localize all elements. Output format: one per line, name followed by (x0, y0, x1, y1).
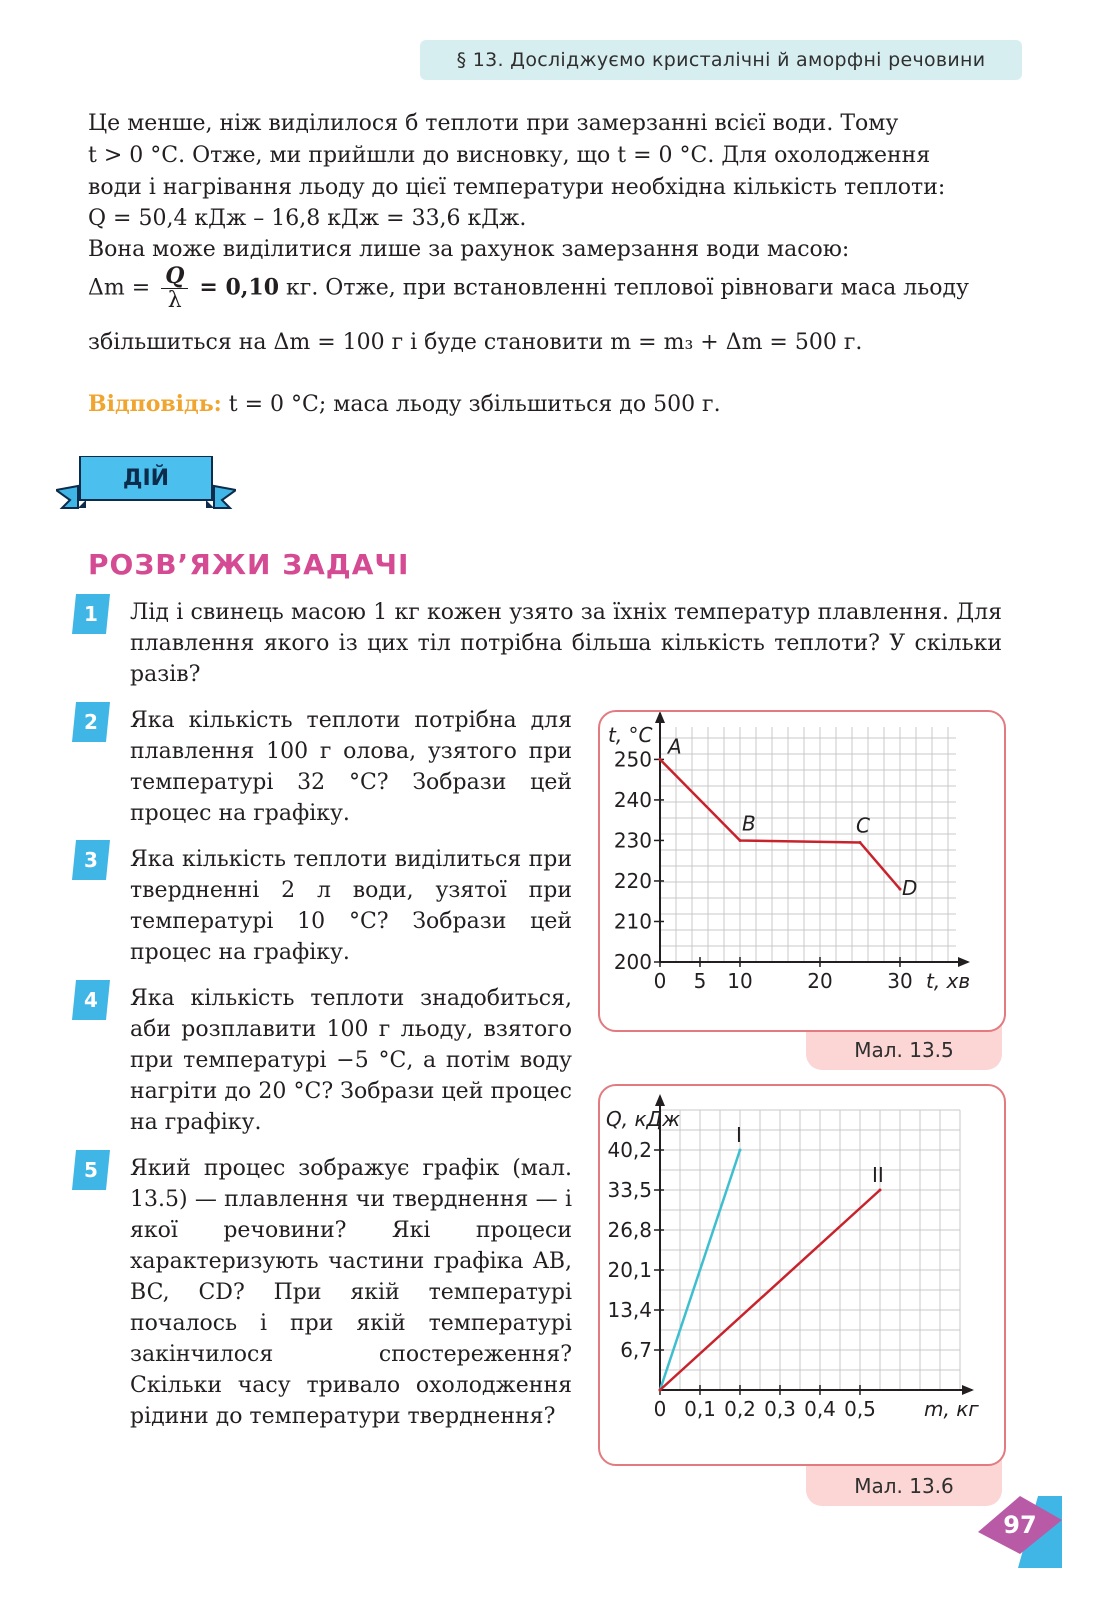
formula-rest: кг. Отже, при встановленні теплової рівноваги маса льоду (286, 275, 969, 301)
point-label: C (856, 813, 870, 838)
solution-line-1: Це менше, ніж виділилося б теплоти при замерзанні всієї води. Тому (88, 111, 899, 136)
data-point (659, 1389, 662, 1392)
y-tick-label: 230 (613, 828, 652, 853)
series-label: I (736, 1123, 742, 1147)
data-point (879, 1189, 882, 1192)
task-text-1: Лід і свинець масою 1 кг кожен узято за їхніх температур плавлення. Для плавлення якого із цих тіл потрібна більша кількість теплоти? У скільки разів? (130, 600, 1002, 687)
data-point (659, 758, 662, 761)
answer-text: t = 0 °С; маса льоду збільшиться до 500 г. (228, 392, 721, 417)
solution-line-7: збільшиться на Δm = 100 г і буде становити m = m₃ + Δm = 500 г. (88, 330, 863, 355)
answer-line (88, 389, 1000, 420)
y-axis-label: Q, кДж (606, 1107, 681, 1131)
data-point (739, 1149, 742, 1152)
y-axis-arrow (655, 1094, 665, 1106)
x-tick-label: 5 (693, 969, 707, 993)
task-badge-1 (72, 594, 110, 634)
solution-line-5: Вона може виділитися лише за рахунок замерзання води масою: (88, 237, 850, 262)
formula-result: = 0,10 (199, 274, 280, 301)
heat-mass-chart (600, 1086, 1004, 1464)
x-axis-label: t, хв (926, 969, 971, 993)
x-tick-label: 0,4 (804, 1397, 836, 1421)
task-text-2: Яка кількість теплоти потрібна для плавлення 100 г олова, узятого при температурі 32 °С? Зобрази цей процес на графіку. (130, 708, 572, 826)
x-tick-label: 20 (807, 969, 833, 993)
y-tick-label: 240 (613, 787, 652, 812)
x-axis-arrow (958, 957, 970, 967)
caption-text: Мал. 13.5 (854, 1038, 954, 1062)
point-label: B (742, 811, 756, 836)
x-axis-label: m, кг (924, 1397, 979, 1421)
x-axis-arrow (962, 1385, 974, 1395)
task-number: 4 (84, 988, 98, 1012)
task-text-4: Яка кількість теплоти знадобиться, аби розплавити 100 г льоду, взятого при температурі −5 °С, а потім воду нагріти до 20 °С? Зобрази цей процес на графіку. (130, 986, 572, 1135)
y-axis-arrow (655, 712, 665, 723)
task-badge-4 (72, 980, 110, 1020)
ribbon-shape (56, 456, 236, 524)
x-tick-label: 0,2 (724, 1397, 756, 1421)
task-text-3: Яка кількість теплоти виділиться при твердненні 2 л води, узятої при температурі 10 °С? Зобрази цей процес на графіку. (130, 847, 572, 965)
temperature-time-chart (600, 712, 1004, 1030)
page-number-tab (978, 1496, 1062, 1568)
solution-line-4: Q = 50,4 кДж – 16,8 кДж = 33,6 кДж. (88, 206, 527, 231)
x-tick-label: 0,1 (684, 1397, 716, 1421)
caption-text: Мал. 13.6 (854, 1474, 954, 1498)
y-tick-label: 210 (613, 909, 652, 934)
y-tick-label: 200 (613, 950, 652, 974)
fraction (161, 264, 188, 313)
x-tick-label: 0,5 (844, 1397, 876, 1421)
x-tick-label: 10 (727, 969, 753, 993)
task-badge-3 (72, 840, 110, 880)
action-banner (56, 456, 236, 524)
series-label: II (872, 1163, 884, 1187)
solution-line-3: води і нагрівання льоду до цієї температури необхідна кількість теплоти: (88, 175, 946, 200)
figure-13-5 (598, 710, 1006, 1032)
fraction-denominator: λ (167, 288, 182, 313)
y-tick-label: 6,7 (620, 1338, 652, 1362)
task-badge-2 (72, 702, 110, 742)
task-badge-5 (72, 1150, 110, 1190)
x-tick-label: 0 (653, 969, 667, 993)
task-number: 5 (84, 1158, 98, 1182)
y-tick-label: 250 (613, 747, 652, 772)
y-tick-label: 26,8 (607, 1218, 652, 1242)
formula-left: Δm = (88, 275, 151, 301)
y-axis-label: t, °С (608, 723, 653, 747)
fraction-numerator: Q (161, 264, 188, 289)
task-number: 2 (84, 710, 98, 734)
data-point (859, 841, 862, 844)
x-tick-label: 0 (653, 1397, 667, 1421)
y-tick-label: 220 (613, 868, 652, 893)
solution-line-2: t > 0 °С. Отже, ми прийшли до висновку, що t = 0 °С. Для охолодження (88, 143, 931, 168)
y-tick-label: 40,2 (607, 1138, 652, 1162)
task-number: 3 (84, 848, 98, 872)
section-header: § 13. Досліджуємо кристалічні й аморфні речовини (420, 40, 1022, 80)
point-label: A (668, 734, 682, 759)
y-tick-label: 20,1 (607, 1258, 652, 1282)
action-banner-label: ДІЙ (122, 466, 170, 491)
task-text-5: Який процес зображує графік (мал. 13.5) — плавлення чи тверднення — і якої речовини? Які процеси характеризують частини графіка AB, BC, CD? При якій температурі почалось і при якій температурі закінчилося спостереження? Скільки часу тривало охолодження рідини до температури тверднення? (130, 1156, 572, 1429)
page-number: 97 (1003, 1511, 1037, 1539)
data-point (739, 839, 742, 842)
y-tick-label: 13,4 (607, 1298, 652, 1322)
solution-formula-line (88, 264, 1000, 313)
figure-13-6 (598, 1084, 1006, 1466)
task-number: 1 (84, 602, 98, 626)
x-tick-label: 30 (887, 969, 913, 993)
point-label: D (902, 876, 918, 901)
page-number-shape (978, 1496, 1062, 1568)
y-tick-label: 33,5 (607, 1178, 652, 1202)
x-tick-label: 0,3 (764, 1397, 796, 1421)
answer-label: Відповідь: (88, 391, 222, 417)
section-title: РОЗВ’ЯЖИ ЗАДАЧІ (88, 548, 410, 581)
